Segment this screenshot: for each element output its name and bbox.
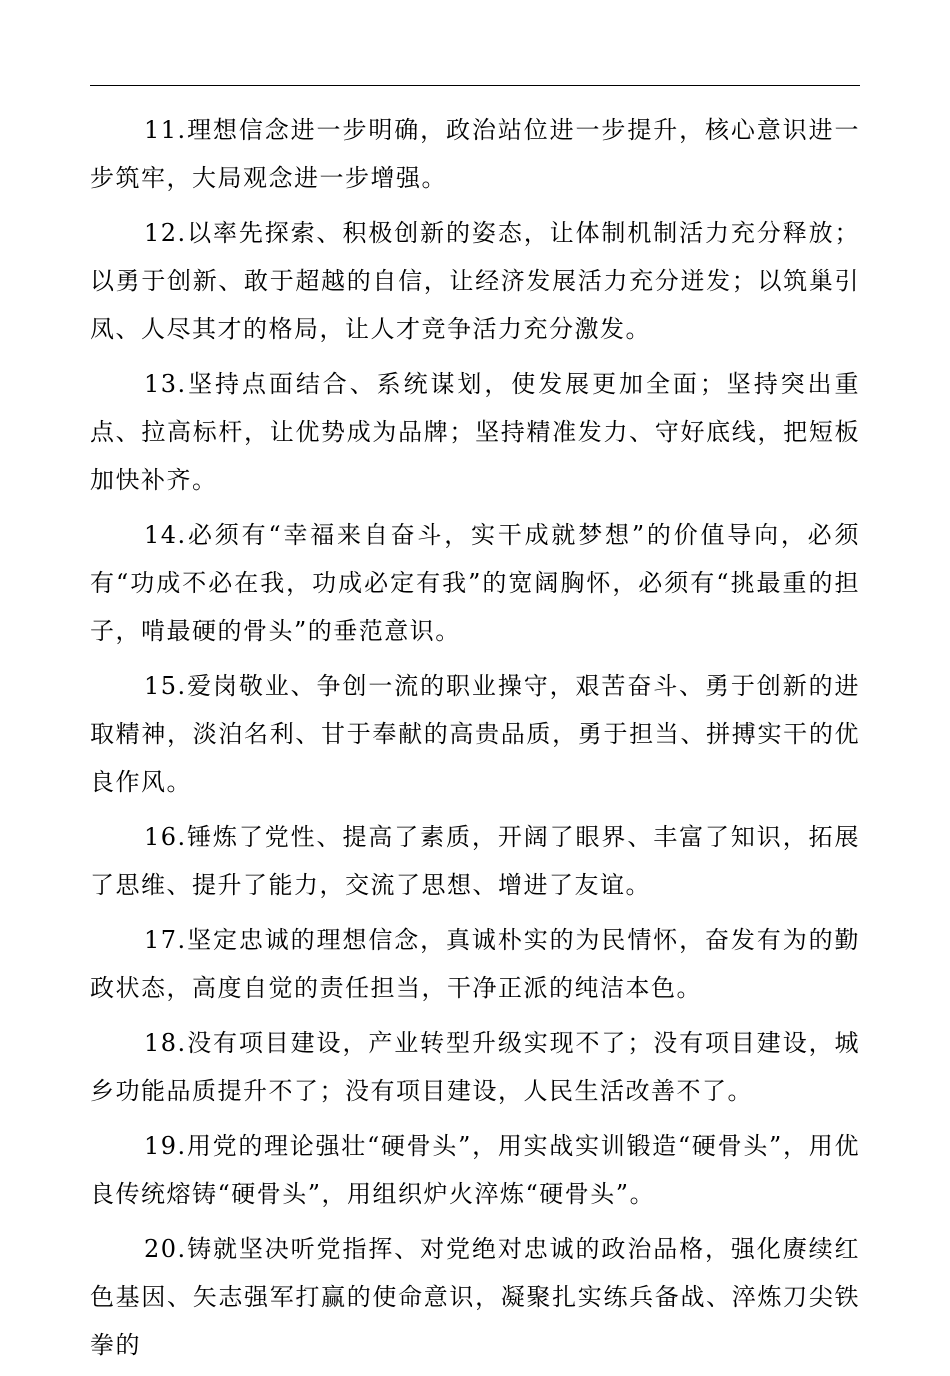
paragraph-16: 16.锤炼了党性、提高了素质，开阔了眼界、丰富了知识，拓展了思维、提升了能力，交流了思想、增进了友谊。 <box>90 823 860 899</box>
paragraph-20: 20.铸就坚决听党指挥、对党绝对忠诚的政治品格，强化赓续红色基因、矢志强军打赢的使命意识，凝聚扎实练兵备战、淬炼刀尖铁拳的 <box>90 1235 860 1359</box>
paragraph-12: 12.以率先探索、积极创新的姿态，让体制机制活力充分释放；以勇于创新、敢于超越的自信，让经济发展活力充分迸发；以筑巢引凤、人尽其才的格局，让人才竞争活力充分激发。 <box>90 219 860 343</box>
paragraph-15: 15.爱岗敬业、争创一流的职业操守，艰苦奋斗、勇于创新的进取精神，淡泊名利、甘于奉献的高贵品质，勇于担当、拼搏实干的优良作风。 <box>90 672 860 796</box>
paragraph-18: 18.没有项目建设，产业转型升级实现不了；没有项目建设，城乡功能品质提升不了；没有项目建设，人民生活改善不了。 <box>90 1029 860 1105</box>
document-body <box>90 106 860 1376</box>
paragraph-13: 13.坚持点面结合、系统谋划，使发展更加全面；坚持突出重点、拉高标杆，让优势成为品牌；坚持精准发力、守好底线，把短板加快补齐。 <box>90 370 860 494</box>
paragraph-11: 11.理想信念进一步明确，政治站位进一步提升，核心意识进一步筑牢，大局观念进一步增强。 <box>90 116 860 192</box>
paragraph-19: 19.用党的理论强壮“硬骨头”，用实战实训锻造“硬骨头”，用优良传统熔铸“硬骨头”，用组织炉火淬炼“硬骨头”。 <box>90 1132 860 1208</box>
paragraph-14: 14.必须有“幸福来自奋斗，实干成就梦想”的价值导向，必须有“功成不必在我，功成必定有我”的宽阔胸怀，必须有“挑最重的担子，啃最硬的骨头”的垂范意识。 <box>90 521 860 645</box>
paragraph-17: 17.坚定忠诚的理想信念，真诚朴实的为民情怀，奋发有为的勤政状态，高度自觉的责任担当，干净正派的纯洁本色。 <box>90 926 860 1002</box>
header-rule <box>90 85 860 86</box>
